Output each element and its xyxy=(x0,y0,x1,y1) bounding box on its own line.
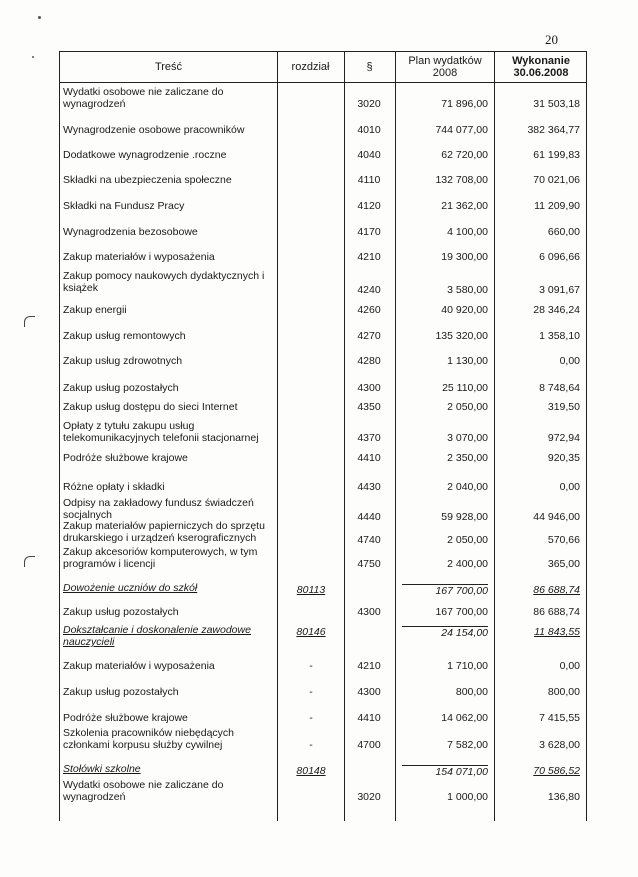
cell-wykonanie: 570,66 xyxy=(547,534,580,546)
cell-wykonanie: 365,00 xyxy=(547,558,580,570)
header-divider xyxy=(60,82,586,83)
cell-plan: 59 928,00 xyxy=(441,511,488,523)
cell-tresc: Zakup materiałów i wyposażenia xyxy=(63,251,215,263)
cell-paragraf: 4280 xyxy=(357,355,381,367)
cell-paragraf: 4300 xyxy=(357,686,381,698)
cell-wykonanie: 6 096,66 xyxy=(539,251,580,263)
cell-wykonanie: 3 091,67 xyxy=(539,284,580,296)
cell-plan: 2 040,00 xyxy=(447,481,488,493)
cell-tresc: Zakup energii xyxy=(63,304,127,316)
cell-tresc: Dodatkowe wynagrodzenie .roczne xyxy=(63,149,227,161)
cell-plan: 744 077,00 xyxy=(435,124,488,136)
cell-plan: 24 154,00 xyxy=(402,626,488,639)
cell-wykonanie: 920,35 xyxy=(547,452,580,464)
cell-paragraf: 4040 xyxy=(357,149,381,161)
cell-paragraf: 4300 xyxy=(357,382,381,394)
cell-wykonanie: 319,50 xyxy=(547,401,580,413)
cell-paragraf: 4430 xyxy=(357,481,381,493)
cell-plan: 25 110,00 xyxy=(442,382,488,394)
cell-tresc: Szkolenia pracowników niebędących członkami korpusu służby cywilnej xyxy=(63,727,235,751)
cell-wykonanie: 86 688,74 xyxy=(533,584,580,596)
cell-tresc: Zakup usług pozostałych xyxy=(63,382,179,394)
cell-wykonanie: 3 628,00 xyxy=(539,739,580,751)
cell-wykonanie: 7 415,55 xyxy=(539,712,580,724)
cell-tresc: Zakup usług pozostałych xyxy=(63,686,179,698)
cell-rozdzial: 80146 xyxy=(296,626,326,638)
header-tresc: Treść xyxy=(154,61,183,73)
cell-paragraf: 4170 xyxy=(357,226,381,238)
cell-wykonanie: 800,00 xyxy=(547,686,580,698)
cell-plan: 3 070,00 xyxy=(447,432,488,444)
cell-wykonanie: 1 358,10 xyxy=(539,330,580,342)
cell-tresc: Zakup materiałów i wyposażenia xyxy=(63,660,215,672)
cell-paragraf: 4750 xyxy=(357,558,381,570)
cell-wykonanie: 972,94 xyxy=(547,432,580,444)
cell-paragraf: 4350 xyxy=(357,401,381,413)
cell-rozdzial: - xyxy=(309,739,313,751)
cell-tresc: Zakup usług zdrowotnych xyxy=(63,355,183,367)
header-paragraf: § xyxy=(366,61,373,73)
cell-wykonanie: 8 748,64 xyxy=(539,382,580,394)
cell-wykonanie: 70 586,52 xyxy=(533,765,580,777)
punch-hole-mark xyxy=(24,316,35,327)
cell-wykonanie: 0,00 xyxy=(559,355,580,367)
cell-tresc: Zakup usług dostępu do sieci Internet xyxy=(63,401,238,413)
cell-paragraf: 4010 xyxy=(357,124,381,136)
cell-wykonanie: 382 364,77 xyxy=(527,124,580,136)
cell-plan: 132 708,00 xyxy=(435,174,488,186)
cell-paragraf: 4410 xyxy=(357,712,381,724)
cell-tresc: Stołówki szkolne xyxy=(63,763,141,775)
cell-tresc: Wydatki osobowe nie zaliczane do wynagrodzeń xyxy=(63,779,224,803)
cell-rozdzial: - xyxy=(309,686,313,698)
cell-plan: 4 100,00 xyxy=(447,226,488,238)
cell-tresc: Podróże służbowe krajowe xyxy=(63,712,188,724)
cell-tresc: Wydatki osobowe nie zaliczane do wynagrodzeń xyxy=(63,86,224,110)
cell-tresc: Odpisy na zakładowy fundusz świadczeń socjalnych xyxy=(63,497,254,521)
cell-paragraf: 4270 xyxy=(357,330,381,342)
cell-plan: 800,00 xyxy=(455,686,488,698)
cell-wykonanie: 31 503,18 xyxy=(533,98,580,110)
cell-plan: 62 720,00 xyxy=(441,149,488,161)
cell-wykonanie: 0,00 xyxy=(559,660,580,672)
cell-wykonanie: 44 946,00 xyxy=(533,511,580,523)
cell-paragraf: 4110 xyxy=(357,174,381,186)
cell-plan: 40 920,00 xyxy=(441,304,488,316)
column-divider xyxy=(395,52,396,821)
cell-wykonanie: 136,80 xyxy=(547,791,580,803)
cell-paragraf: 4240 xyxy=(357,284,381,296)
cell-rozdzial: 80148 xyxy=(296,765,326,777)
cell-wykonanie: 11 843,55 xyxy=(534,626,580,638)
cell-tresc: Zakup usług remontowych xyxy=(63,330,186,342)
cell-paragraf: 4370 xyxy=(357,432,381,444)
cell-paragraf: 4210 xyxy=(357,660,381,672)
cell-wykonanie: 660,00 xyxy=(547,226,580,238)
cell-plan: 2 050,00 xyxy=(447,401,488,413)
cell-plan: 21 362,00 xyxy=(441,200,488,212)
cell-paragraf: 3020 xyxy=(357,98,381,110)
cell-plan: 154 071,00 xyxy=(402,765,488,778)
header-rozdzial: rozdział xyxy=(291,61,330,73)
cell-wykonanie: 70 021,06 xyxy=(533,174,580,186)
cell-plan: 135 320,00 xyxy=(435,330,488,342)
cell-rozdzial: 80113 xyxy=(296,584,326,596)
punch-hole-mark xyxy=(24,556,35,567)
cell-plan: 7 582,00 xyxy=(447,739,488,751)
cell-plan: 1 710,00 xyxy=(447,660,488,672)
page-number: 20 xyxy=(545,32,558,47)
cell-wykonanie: 86 688,74 xyxy=(533,606,580,618)
expenditure-table xyxy=(59,51,587,821)
cell-tresc: Zakup pomocy naukowych dydaktycznych i książek xyxy=(63,270,265,294)
cell-plan: 2 350,00 xyxy=(447,452,488,464)
cell-wykonanie: 0,00 xyxy=(559,481,580,493)
cell-wykonanie: 28 346,24 xyxy=(533,304,580,316)
cell-tresc: Składki na ubezpieczenia społeczne xyxy=(63,174,232,186)
cell-tresc: Zakup usług pozostałych xyxy=(63,606,179,618)
cell-paragraf: 4700 xyxy=(357,739,381,751)
cell-tresc: Składki na Fundusz Pracy xyxy=(63,200,185,212)
cell-plan: 167 700,00 xyxy=(402,584,488,597)
cell-paragraf: 4300 xyxy=(357,606,381,618)
cell-tresc: Zakup materiałów papierniczych do sprzętu drukarskiego i urządzeń kserograficznych xyxy=(63,520,265,544)
cell-paragraf: 4410 xyxy=(357,452,381,464)
cell-tresc: Wynagrodzenie osobowe pracowników xyxy=(63,124,245,136)
cell-plan: 1 130,00 xyxy=(447,355,488,367)
column-divider xyxy=(344,52,345,821)
cell-tresc: Podróże służbowe krajowe xyxy=(63,452,188,464)
cell-rozdzial: - xyxy=(309,712,313,724)
cell-tresc: Różne opłaty i składki xyxy=(63,481,165,493)
cell-tresc: Dowożenie uczniów do szkół xyxy=(63,582,198,594)
column-divider xyxy=(277,52,278,821)
cell-tresc: Opłaty z tytułu zakupu usług telekomunikacyjnych telefonii stacjonarnej xyxy=(63,420,259,444)
cell-plan: 2 400,00 xyxy=(447,558,488,570)
cell-plan: 71 896,00 xyxy=(441,98,488,110)
cell-paragraf: 4210 xyxy=(357,251,381,263)
header-plan: Plan wydatków 2008 xyxy=(408,55,482,79)
cell-wykonanie: 11 209,90 xyxy=(534,200,580,212)
cell-paragraf: 3020 xyxy=(357,791,381,803)
scan-speck xyxy=(38,16,41,19)
cell-tresc: Wynagrodzenia bezosobowe xyxy=(63,226,198,238)
cell-rozdzial: - xyxy=(309,660,313,672)
cell-plan: 3 580,00 xyxy=(447,284,488,296)
column-divider xyxy=(494,52,495,821)
cell-paragraf: 4260 xyxy=(357,304,381,316)
cell-paragraf: 4120 xyxy=(357,200,381,212)
header-wykonanie: Wykonanie 30.06.2008 xyxy=(512,55,570,79)
cell-plan: 1 000,00 xyxy=(447,791,488,803)
cell-paragraf: 4740 xyxy=(357,534,381,546)
cell-plan: 167 700,00 xyxy=(435,606,488,618)
cell-tresc: Dokształcanie i doskonalenie zawodowe nauczycieli xyxy=(63,624,251,648)
cell-plan: 19 300,00 xyxy=(441,251,488,263)
scan-speck xyxy=(32,56,34,58)
cell-paragraf: 4440 xyxy=(357,511,381,523)
cell-wykonanie: 61 199,83 xyxy=(533,149,580,161)
cell-tresc: Zakup akcesoriów komputerowych, w tym programów i licencji xyxy=(63,546,258,570)
cell-plan: 2 050,00 xyxy=(447,534,488,546)
cell-plan: 14 062,00 xyxy=(441,712,488,724)
